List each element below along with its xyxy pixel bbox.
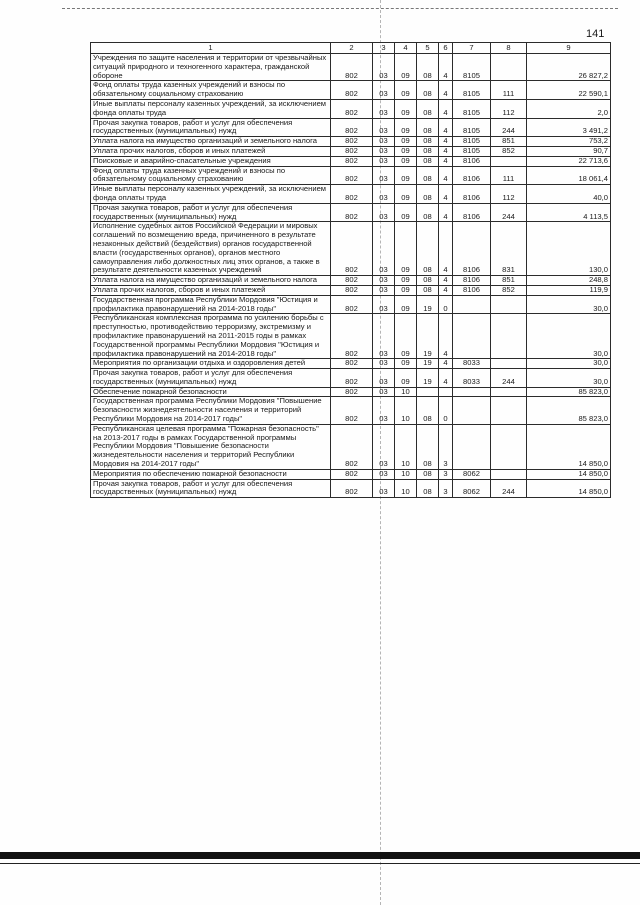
item-name-cell: Фонд оплаты труда казенных учреждений и взносы по обязательному социальному страхованию	[91, 166, 331, 185]
target-article-cell	[453, 314, 491, 359]
program-cell: 08	[417, 222, 439, 276]
item-name-cell: Уплата прочих налогов, сборов и иных платежей	[91, 285, 331, 295]
subsection-cell: 09	[395, 156, 417, 166]
subprogram-cell: 3	[439, 469, 453, 479]
item-name-cell: Государственная программа Республики Мордовия "Повышение безопасности жизнедеятельности населения и территорий Республики Мордовия на 2014-2017 годы"	[91, 397, 331, 424]
section-cell: 03	[373, 276, 395, 286]
expense-type-cell: 244	[491, 118, 527, 137]
expense-type-cell	[491, 54, 527, 81]
table-row	[91, 276, 611, 286]
amount-cell: 119,9	[527, 285, 611, 295]
item-name-cell: Иные выплаты персоналу казенных учреждений, за исключением фонда оплаты труда	[91, 185, 331, 204]
scan-edge-line	[0, 863, 640, 864]
item-name-cell: Уплата налога на имущество организаций и земельного налога	[91, 137, 331, 147]
expense-type-cell: 244	[491, 479, 527, 498]
ministry-code-cell: 802	[331, 314, 373, 359]
item-name-cell: Республиканская комплексная программа по усилению борьбы с преступностью, противодействию терроризму, экстремизму и профилактике правонарушений на 2011-2015 годы в рамках Государственной программы Республики Мордовия "Юстиция и профилактика правонарушений на 2014-2018 годы"	[91, 314, 331, 359]
table-row	[91, 81, 611, 100]
target-article-cell: 8105	[453, 99, 491, 118]
ministry-code-cell: 802	[331, 397, 373, 424]
table-row	[91, 295, 611, 314]
program-cell	[417, 387, 439, 397]
section-cell: 03	[373, 469, 395, 479]
table-row	[91, 369, 611, 388]
item-name-cell: Прочая закупка товаров, работ и услуг для обеспечения государственных (муниципальных) нужд	[91, 369, 331, 388]
section-cell: 03	[373, 285, 395, 295]
subprogram-cell: 4	[439, 146, 453, 156]
expense-type-cell: 831	[491, 222, 527, 276]
section-cell: 03	[373, 397, 395, 424]
target-article-cell: 8106	[453, 166, 491, 185]
expense-type-cell	[491, 295, 527, 314]
table-row	[91, 185, 611, 204]
subprogram-cell: 4	[439, 156, 453, 166]
amount-cell: 40,0	[527, 185, 611, 204]
expense-type-cell: 244	[491, 203, 527, 222]
column-header: 3	[373, 43, 395, 54]
program-cell: 19	[417, 314, 439, 359]
target-article-cell	[453, 397, 491, 424]
expense-type-cell	[491, 156, 527, 166]
amount-cell: 4 113,5	[527, 203, 611, 222]
section-cell: 03	[373, 424, 395, 469]
target-article-cell: 8106	[453, 156, 491, 166]
item-name-cell: Прочая закупка товаров, работ и услуг для обеспечения государственных (муниципальных) нужд	[91, 479, 331, 498]
amount-cell: 22 590,1	[527, 81, 611, 100]
subsection-cell: 09	[395, 222, 417, 276]
amount-cell: 30,0	[527, 295, 611, 314]
target-article-cell: 8106	[453, 185, 491, 204]
target-article-cell: 8105	[453, 118, 491, 137]
expense-type-cell: 852	[491, 285, 527, 295]
ministry-code-cell: 802	[331, 424, 373, 469]
amount-cell: 85 823,0	[527, 387, 611, 397]
ministry-code-cell: 802	[331, 54, 373, 81]
program-cell: 08	[417, 137, 439, 147]
expense-type-cell: 852	[491, 146, 527, 156]
program-cell: 08	[417, 99, 439, 118]
amount-cell: 130,0	[527, 222, 611, 276]
amount-cell: 753,2	[527, 137, 611, 147]
subsection-cell: 10	[395, 424, 417, 469]
ministry-code-cell: 802	[331, 118, 373, 137]
target-article-cell: 8062	[453, 469, 491, 479]
expense-type-cell	[491, 424, 527, 469]
item-name-cell: Прочая закупка товаров, работ и услуг для обеспечения государственных (муниципальных) нужд	[91, 203, 331, 222]
expense-type-cell: 851	[491, 137, 527, 147]
program-cell: 08	[417, 146, 439, 156]
table-header-row	[91, 43, 611, 54]
column-header: 1	[91, 43, 331, 54]
column-header: 7	[453, 43, 491, 54]
expense-type-cell	[491, 397, 527, 424]
ministry-code-cell: 802	[331, 276, 373, 286]
item-name-cell: Государственная программа Республики Мордовия "Юстиция и профилактика правонарушений на 2014-2018 годы"	[91, 295, 331, 314]
subsection-cell: 09	[395, 99, 417, 118]
table-row	[91, 314, 611, 359]
program-cell: 08	[417, 397, 439, 424]
subsection-cell: 09	[395, 203, 417, 222]
subprogram-cell: 4	[439, 54, 453, 81]
target-article-cell: 8106	[453, 203, 491, 222]
expense-type-cell: 111	[491, 166, 527, 185]
subsection-cell: 09	[395, 81, 417, 100]
subsection-cell: 10	[395, 387, 417, 397]
section-cell: 03	[373, 369, 395, 388]
ministry-code-cell: 802	[331, 469, 373, 479]
section-cell: 03	[373, 137, 395, 147]
column-header: 4	[395, 43, 417, 54]
subprogram-cell: 4	[439, 185, 453, 204]
ministry-code-cell: 802	[331, 81, 373, 100]
ministry-code-cell: 802	[331, 479, 373, 498]
program-cell: 08	[417, 424, 439, 469]
target-article-cell	[453, 387, 491, 397]
amount-cell: 30,0	[527, 369, 611, 388]
expense-type-cell	[491, 469, 527, 479]
table-row	[91, 54, 611, 81]
amount-cell: 2,0	[527, 99, 611, 118]
amount-cell: 30,0	[527, 359, 611, 369]
ministry-code-cell: 802	[331, 137, 373, 147]
ministry-code-cell: 802	[331, 185, 373, 204]
amount-cell: 248,8	[527, 276, 611, 286]
section-cell: 03	[373, 314, 395, 359]
item-name-cell: Поисковые и аварийно-спасательные учреждения	[91, 156, 331, 166]
top-rule	[62, 8, 618, 9]
expense-type-cell	[491, 314, 527, 359]
subsection-cell: 09	[395, 118, 417, 137]
scan-edge-bar	[0, 852, 640, 859]
subprogram-cell: 4	[439, 359, 453, 369]
table-row	[91, 397, 611, 424]
section-cell: 03	[373, 166, 395, 185]
amount-cell: 26 827,2	[527, 54, 611, 81]
program-cell: 08	[417, 203, 439, 222]
amount-cell: 30,0	[527, 314, 611, 359]
subsection-cell: 09	[395, 295, 417, 314]
subprogram-cell: 4	[439, 203, 453, 222]
expense-type-cell: 112	[491, 99, 527, 118]
expense-type-cell	[491, 359, 527, 369]
item-name-cell: Прочая закупка товаров, работ и услуг для обеспечения государственных (муниципальных) нужд	[91, 118, 331, 137]
section-cell: 03	[373, 359, 395, 369]
column-header: 2	[331, 43, 373, 54]
target-article-cell: 8105	[453, 146, 491, 156]
subprogram-cell	[439, 387, 453, 397]
section-cell: 03	[373, 387, 395, 397]
section-cell: 03	[373, 185, 395, 204]
subsection-cell: 09	[395, 276, 417, 286]
column-header: 6	[439, 43, 453, 54]
expense-type-cell	[491, 387, 527, 397]
program-cell: 08	[417, 81, 439, 100]
amount-cell: 14 850,0	[527, 424, 611, 469]
table-row	[91, 424, 611, 469]
subprogram-cell: 4	[439, 118, 453, 137]
table-row	[91, 479, 611, 498]
section-cell: 03	[373, 118, 395, 137]
subsection-cell: 09	[395, 54, 417, 81]
target-article-cell	[453, 424, 491, 469]
section-cell: 03	[373, 81, 395, 100]
ministry-code-cell: 802	[331, 156, 373, 166]
table-row	[91, 203, 611, 222]
subprogram-cell: 4	[439, 222, 453, 276]
target-article-cell: 8105	[453, 137, 491, 147]
program-cell: 08	[417, 285, 439, 295]
ministry-code-cell: 802	[331, 203, 373, 222]
column-header: 8	[491, 43, 527, 54]
ministry-code-cell: 802	[331, 99, 373, 118]
section-cell: 03	[373, 479, 395, 498]
column-header: 9	[527, 43, 611, 54]
table-row	[91, 166, 611, 185]
program-cell: 08	[417, 185, 439, 204]
section-cell: 03	[373, 54, 395, 81]
program-cell: 08	[417, 118, 439, 137]
target-article-cell: 8106	[453, 285, 491, 295]
target-article-cell: 8106	[453, 222, 491, 276]
program-cell: 08	[417, 479, 439, 498]
ministry-code-cell: 802	[331, 146, 373, 156]
subsection-cell: 09	[395, 166, 417, 185]
subsection-cell: 10	[395, 469, 417, 479]
table-row	[91, 222, 611, 276]
item-name-cell: Обеспечение пожарной безопасности	[91, 387, 331, 397]
target-article-cell: 8105	[453, 81, 491, 100]
table-body	[91, 54, 611, 498]
item-name-cell: Фонд оплаты труда казенных учреждений и взносы по обязательному социальному страхованию	[91, 81, 331, 100]
item-name-cell: Исполнение судебных актов Российской Федерации и мировых соглашений по возмещению вреда, причиненного в результате незаконных действий (бездействия) органов государственной власти (государственных органов), органов местного самоуправления либо должностных лиц этих органов, а также в результате деятельности казенных учреждений	[91, 222, 331, 276]
page-number: 141	[586, 28, 605, 40]
table-row	[91, 137, 611, 147]
amount-cell: 22 713,6	[527, 156, 611, 166]
amount-cell: 3 491,2	[527, 118, 611, 137]
amount-cell: 85 823,0	[527, 397, 611, 424]
budget-table	[90, 42, 611, 498]
ministry-code-cell: 802	[331, 369, 373, 388]
ministry-code-cell: 802	[331, 222, 373, 276]
section-cell: 03	[373, 203, 395, 222]
table-row	[91, 99, 611, 118]
program-cell: 08	[417, 166, 439, 185]
item-name-cell: Уплата прочих налогов, сборов и иных платежей	[91, 146, 331, 156]
program-cell: 08	[417, 469, 439, 479]
item-name-cell: Республиканская целевая программа "Пожарная безопасность" на 2013-2017 годы в рамках Государственной программы Республики Мордовия "Повышение безопасности жизнедеятельности населения и территорий Республики Мордовия на 2014-2017 годы"	[91, 424, 331, 469]
amount-cell: 14 850,0	[527, 479, 611, 498]
item-name-cell: Учреждения по защите населения и территории от чрезвычайных ситуаций природного и техногенного характера, гражданской обороне	[91, 54, 331, 81]
subsection-cell: 09	[395, 137, 417, 147]
ministry-code-cell: 802	[331, 166, 373, 185]
subprogram-cell: 4	[439, 81, 453, 100]
subsection-cell: 10	[395, 397, 417, 424]
program-cell: 08	[417, 156, 439, 166]
table-row	[91, 118, 611, 137]
item-name-cell: Иные выплаты персоналу казенных учреждений, за исключением фонда оплаты труда	[91, 99, 331, 118]
ministry-code-cell: 802	[331, 285, 373, 295]
subsection-cell: 09	[395, 146, 417, 156]
subprogram-cell: 4	[439, 276, 453, 286]
amount-cell: 14 850,0	[527, 469, 611, 479]
program-cell: 08	[417, 276, 439, 286]
amount-cell: 90,7	[527, 146, 611, 156]
subsection-cell: 09	[395, 314, 417, 359]
table-row	[91, 285, 611, 295]
program-cell: 08	[417, 54, 439, 81]
subprogram-cell: 3	[439, 479, 453, 498]
expense-type-cell: 111	[491, 81, 527, 100]
program-cell: 19	[417, 359, 439, 369]
target-article-cell: 8105	[453, 54, 491, 81]
subsection-cell: 09	[395, 359, 417, 369]
subsection-cell: 09	[395, 185, 417, 204]
amount-cell: 18 061,4	[527, 166, 611, 185]
subsection-cell: 10	[395, 479, 417, 498]
section-cell: 03	[373, 222, 395, 276]
subprogram-cell: 3	[439, 424, 453, 469]
section-cell: 03	[373, 156, 395, 166]
program-cell: 19	[417, 295, 439, 314]
subsection-cell: 09	[395, 285, 417, 295]
ministry-code-cell: 802	[331, 295, 373, 314]
section-cell: 03	[373, 99, 395, 118]
section-cell: 03	[373, 146, 395, 156]
subprogram-cell: 0	[439, 295, 453, 314]
table-row	[91, 156, 611, 166]
subprogram-cell: 4	[439, 166, 453, 185]
expense-type-cell: 244	[491, 369, 527, 388]
subprogram-cell: 4	[439, 137, 453, 147]
subprogram-cell: 0	[439, 397, 453, 424]
subprogram-cell: 4	[439, 285, 453, 295]
target-article-cell: 8033	[453, 369, 491, 388]
ministry-code-cell: 802	[331, 387, 373, 397]
item-name-cell: Мероприятия по организации отдыха и оздоровления детей	[91, 359, 331, 369]
program-cell: 19	[417, 369, 439, 388]
target-article-cell: 8033	[453, 359, 491, 369]
table-row	[91, 469, 611, 479]
subprogram-cell: 4	[439, 314, 453, 359]
subsection-cell: 09	[395, 369, 417, 388]
table-row	[91, 146, 611, 156]
item-name-cell: Мероприятия по обеспечению пожарной безопасности	[91, 469, 331, 479]
subprogram-cell: 4	[439, 99, 453, 118]
expense-type-cell: 112	[491, 185, 527, 204]
target-article-cell: 8106	[453, 276, 491, 286]
expense-type-cell: 851	[491, 276, 527, 286]
column-header: 5	[417, 43, 439, 54]
ministry-code-cell: 802	[331, 359, 373, 369]
section-cell: 03	[373, 295, 395, 314]
item-name-cell: Уплата налога на имущество организаций и земельного налога	[91, 276, 331, 286]
target-article-cell: 8062	[453, 479, 491, 498]
subprogram-cell: 4	[439, 369, 453, 388]
target-article-cell	[453, 295, 491, 314]
